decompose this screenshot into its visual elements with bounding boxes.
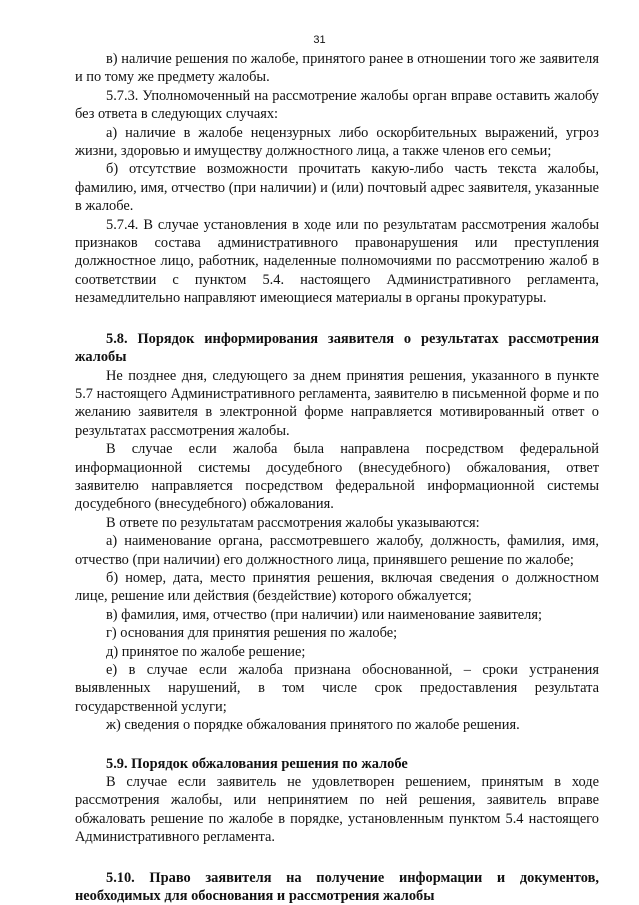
list-item: б) номер, дата, место принятия решения, включая сведения о должностном лице, решение или действия (бездействие) которого обжалуется; bbox=[75, 569, 599, 605]
paragraph: б) отсутствие возможности прочитать какую-либо часть текста жалобы, фамилию, имя, отчество (при наличии) и (или) почтовый адрес заявителя, указанные в жалобе. bbox=[75, 161, 599, 215]
paragraph: В случае если заявитель не удовлетворен решением, принятым в ходе рассмотрения жалобы, или непринятием по ней решения, заявитель вправе обжаловать решение по жалобе в порядке, установленным пунктом 5.4 настоящего Административного регламента. bbox=[75, 774, 599, 846]
list-item: е) в случае если жалоба признана обоснованной, – сроки устранения выявленных нарушений, в том числе срок предоставления результата государственной услуги; bbox=[75, 662, 599, 715]
page-number: 31 bbox=[313, 34, 326, 46]
list-item: а) наименование органа, рассмотревшего жалобу, должность, фамилия, имя, отчество (при наличии) его должностного лица, принявшего решение по жалобе; bbox=[75, 533, 599, 568]
paragraph: 5.7.4. В случае установления в ходе или по результатам рассмотрения жалобы признаков состава административного правонарушения или преступления должностное лицо, работник, наделенные полномочиями по рассмотрению жалоб в соответствии с пунктом 5.4. настоящего Административного регламента, незамедлительно направляют имеющиеся материалы в органы прокуратуры. bbox=[75, 216, 599, 307]
section-heading-5-8: 5.8. Порядок информирования заявителя о результатах рассмотрения жалобы bbox=[75, 330, 599, 366]
list-item: г) основания для принятия решения по жалобе; bbox=[106, 625, 398, 642]
list-item: в) фамилия, имя, отчество (при наличии) или наименование заявителя; bbox=[106, 606, 542, 623]
document-body bbox=[75, 50, 599, 905]
paragraph: в) наличие решения по жалобе, принятого ранее в отношении того же заявителя и по тому же предмету жалобы. bbox=[75, 51, 599, 86]
paragraph: Не позднее дня, следующего за днем принятия решения, указанного в пункте 5.7 настоящего Административного регламента, заявителю в письменной форме и по желанию заявителя в электронной форме направляется мотивированный ответ о результатах рассмотрения жалобы. bbox=[75, 367, 599, 439]
list-item: ж) сведения о порядке обжалования принятого по жалобе решения. bbox=[106, 717, 520, 734]
list-item: д) принятое по жалобе решение; bbox=[106, 643, 306, 660]
section-heading-5-9: 5.9. Порядок обжалования решения по жалобе bbox=[106, 755, 408, 772]
section-heading-5-10: 5.10. Право заявителя на получение информации и документов, необходимых для обоснования и рассмотрения жалобы bbox=[75, 869, 599, 905]
paragraph: В ответе по результатам рассмотрения жалобы указываются: bbox=[106, 514, 480, 531]
paragraph: а) наличие в жалобе нецензурных либо оскорбительных выражений, угроз жизни, здоровью и имуществу должностного лица, а также членов его семьи; bbox=[75, 124, 599, 160]
paragraph: В случае если жалоба была направлена посредством федеральной информационной системы досудебного (внесудебного) обжалования, ответ заявителю направляется посредством федеральной информационной системы досудебного (внесудебного) обжалования. bbox=[75, 441, 599, 513]
paragraph: 5.7.3. Уполномоченный на рассмотрение жалобы орган вправе оставить жалобу без ответа в следующих случаях: bbox=[75, 87, 599, 123]
